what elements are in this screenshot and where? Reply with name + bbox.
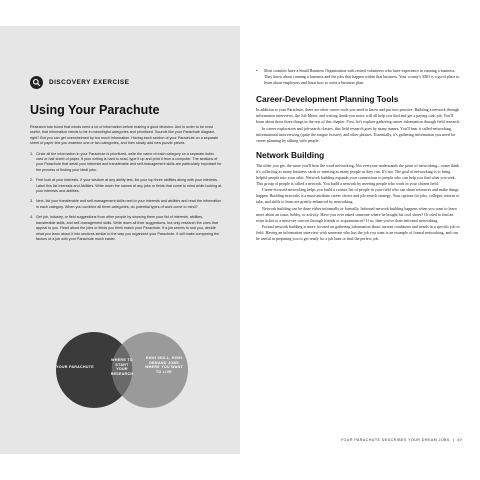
body-paragraph: In career exploration and job-search classes, this field research goes by many names. You'll hear it called networking, informational interviewing (quite the tongue twister), and other phrases. Essentially, it's gathering information you need for career planning by talking with people. xyxy=(256,125,456,143)
bullet-dot: • xyxy=(256,68,258,73)
body-paragraph: The older you get, the more you'll hear the word networking. Not everyone understands the point of networking—some think it's collecting as many business cards or meeting as many people as they can. It's not. The goal of networking is to bring helpful people into your orbit. Network building expands your connections to people who can help you find what you seek. This group of people is called a network. You build a network by meeting people who work in your chosen field. xyxy=(256,162,460,187)
venn-label-center: WHERE TO START YOUR RESEARCH xyxy=(110,358,134,376)
body-paragraph: Career-focused networking helps you build a contact list of people in your field who can share resources and make things happen. Building networks is a must-attribute career choice and job-search strategy. Your options for jobs, colleges, interns to take, and skills to learn are greatly enhanced by networking. xyxy=(256,187,460,205)
section-heading-network-building: Network Building xyxy=(256,149,325,160)
right-page xyxy=(240,26,480,454)
step-text: Circle all the information in your Parachute is prioritized, write the name of each category on a separate index card or half sheet of paper. If your writing is hard to read, type it up and print it from a computer. The sections of your Parachute that detail your interests and transferable and self-management skills are particularly important for the process of finding your ideal jobs. xyxy=(36,151,222,172)
body-paragraph: Network building can be done either informally or formally. Informal network building happens when you want to learn more about an issue, hobby, or activity. Have you ever asked someone where he bought his cool shoes? Or tried to find an extra ticket to a must-see concert through friends or acquaintances? If so, then you've done informal networking. xyxy=(256,205,457,223)
step-number: 4. xyxy=(30,215,34,220)
step-item xyxy=(30,178,222,194)
step-number: 3. xyxy=(30,199,34,204)
page-number: 49 xyxy=(457,438,462,442)
step-item xyxy=(30,152,222,174)
footer-text: YOUR PARACHUTE DESCRIBES YOUR DREAM JOBS xyxy=(340,438,450,442)
running-footer xyxy=(341,438,462,442)
steps-list xyxy=(30,152,222,243)
venn-diagram xyxy=(30,332,214,408)
step-item xyxy=(30,215,222,242)
section-heading-career-tools: Career-Development Planning Tools xyxy=(256,94,399,105)
step-item xyxy=(30,199,222,210)
page-title: Using Your Parachute xyxy=(30,103,160,117)
footer-separator: | xyxy=(452,438,455,442)
step-text: Get job, industry, or field suggestions from other people by showing them your list of interests, abilities, transferable skills, and self-management skills. Write down all their suggestions, but only research the ones that appeal to you. Read about the jobs or fields you think match your Parachute. If a job seems to suit you, decide what you learn about it into sections similar to the way you organized your Parachute. It will make comparing the factors of a job with your Parachute much easier. xyxy=(36,215,220,241)
step-number: 2. xyxy=(30,178,34,183)
exercise-header xyxy=(30,76,222,89)
bullet-item xyxy=(256,68,462,86)
body-paragraph: Formal network building is more focused on gathering information about current conditions and trends in a specific job or field. Having an information interview with someone who has the job you want is an example of formal networking, and can be useful in preparing you to get ready for a job hunt or find the perfect job. xyxy=(256,223,460,241)
bullet-text: Most counties have a Small Business Organization with retired volunteers who have experience in running a business. They know about running a business and the jobs that happen within that business. Your county's SBO is a good place to learn about employers and learn how to write a business plan. xyxy=(264,68,460,86)
exercise-label: DISCOVERY EXERCISE xyxy=(49,79,130,86)
magnifier-icon xyxy=(30,76,43,89)
venn-label-right: HIGH SKILL, HIGH DEMAND JOBS WHERE YOU WANT TO LIVE xyxy=(145,356,183,374)
intro-paragraph: Research has found that minds need a lot of information before making a good decision. And in order to be most useful, that information needs to be in meaningful categories and prioritized. Sounds like your Parachute diagram, right? But you can get overwhelmed by too much information. Having each section of your Parachute on a separate sheet of paper lets you examine one or two categories, and then slowly add new puzzle pieces. xyxy=(30,125,219,146)
venn-label-left: YOUR PARACHUTE xyxy=(56,365,94,369)
step-number: 1. xyxy=(30,151,34,156)
body-paragraph: In addition to your Parachute, there are other career tools you need to know and put into practice. Building a network through information interviews, the Job Meter, and writing thank-you notes will all help you find and get a paying cash job. You'll learn about these three things in the rest of this chapter. First, let's explore gathering career information through field research. xyxy=(256,107,461,125)
step-text: Next, list your transferable and self-management skills next to your interests and abilities and read the information in each category. When you combine all three categories, do potential types of work come to mind? xyxy=(36,199,222,209)
step-text: First look at your interests. If your wisdom at any ability test, list your top three abilities along with your interests. Label this list Interests and Abilities. Write down the names of any jobs or fields that come to mind while looking at your interests and abilities. xyxy=(36,178,222,194)
